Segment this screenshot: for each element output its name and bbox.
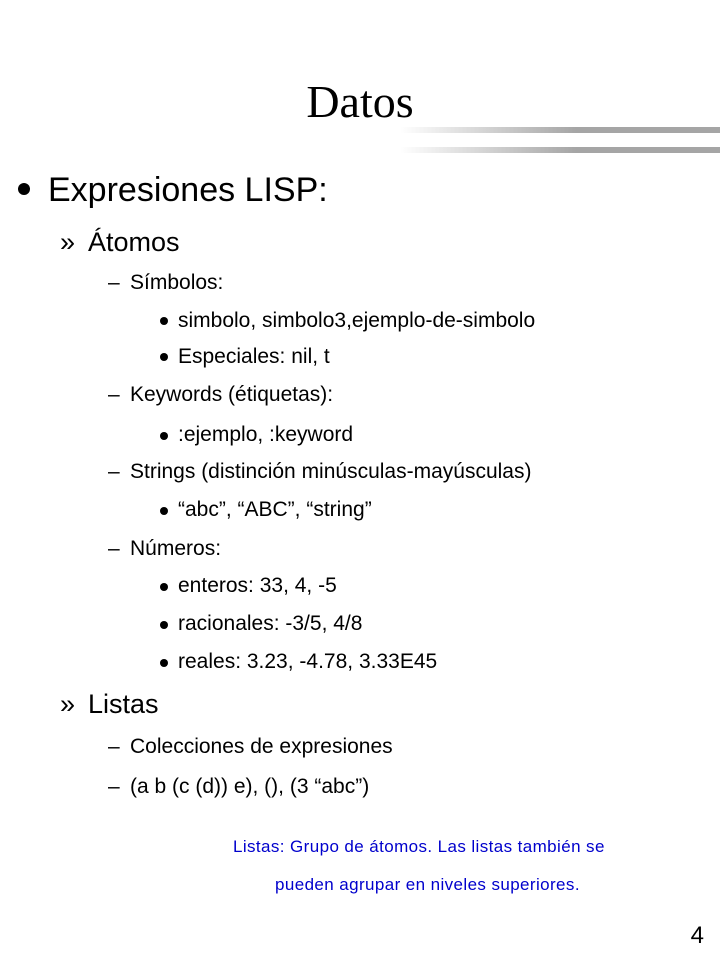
bullet-dot xyxy=(160,432,168,440)
item-colecciones: Colecciones de expresiones xyxy=(130,735,393,758)
marker-colecciones: – xyxy=(108,735,120,758)
bullet-dot xyxy=(160,621,168,629)
item-list-example: (a b (c (d)) e), (), (3 “abc”) xyxy=(130,775,370,798)
page-number: 4 xyxy=(690,922,704,949)
marker-numeros: – xyxy=(108,537,120,560)
item-enteros: enteros: 33, 4, -5 xyxy=(178,574,337,597)
title-rule-top xyxy=(400,127,720,133)
item-keyword-examples: :ejemplo, :keyword xyxy=(178,423,354,446)
marker-listas: » xyxy=(60,689,76,719)
marker-keywords: – xyxy=(108,383,120,406)
item-especiales: Especiales: nil, t xyxy=(178,345,330,368)
title-rule-bottom xyxy=(400,147,720,153)
bullet-dot xyxy=(160,317,168,325)
item-listas: Listas xyxy=(88,689,159,719)
item-numeros: Números: xyxy=(130,537,222,560)
note-line-2: pueden agrupar en niveles superiores. xyxy=(275,875,580,894)
marker-strings: – xyxy=(108,460,120,483)
item-string-examples: “abc”, “ABC”, “string” xyxy=(178,498,372,521)
slide-title: Datos xyxy=(306,76,414,127)
bullet-dot xyxy=(160,659,168,667)
item-simbolos: Símbolos: xyxy=(130,271,224,294)
item-simbolo-examples: simbolo, simbolo3,ejemplo-de-simbolo xyxy=(178,309,536,332)
marker-simbolos: – xyxy=(108,271,120,294)
item-strings: Strings (distinción minúsculas-mayúsculas) xyxy=(130,460,532,483)
bullet-dot xyxy=(160,507,168,515)
item-racionales: racionales: -3/5, 4/8 xyxy=(178,612,363,635)
item-atomos: Átomos xyxy=(88,227,180,257)
note-line-1: Listas: Grupo de átomos. Las listas también se xyxy=(233,837,605,856)
heading-expresiones-lisp: Expresiones LISP: xyxy=(48,171,328,209)
bullet-dot xyxy=(18,183,30,195)
item-keywords: Keywords (étiquetas): xyxy=(130,383,334,406)
item-reales: reales: 3.23, -4.78, 3.33E45 xyxy=(178,650,438,673)
bullet-dot xyxy=(160,353,168,361)
marker-atomos: » xyxy=(60,227,76,257)
marker-list-example: – xyxy=(108,775,120,798)
bullet-dot xyxy=(160,583,168,591)
